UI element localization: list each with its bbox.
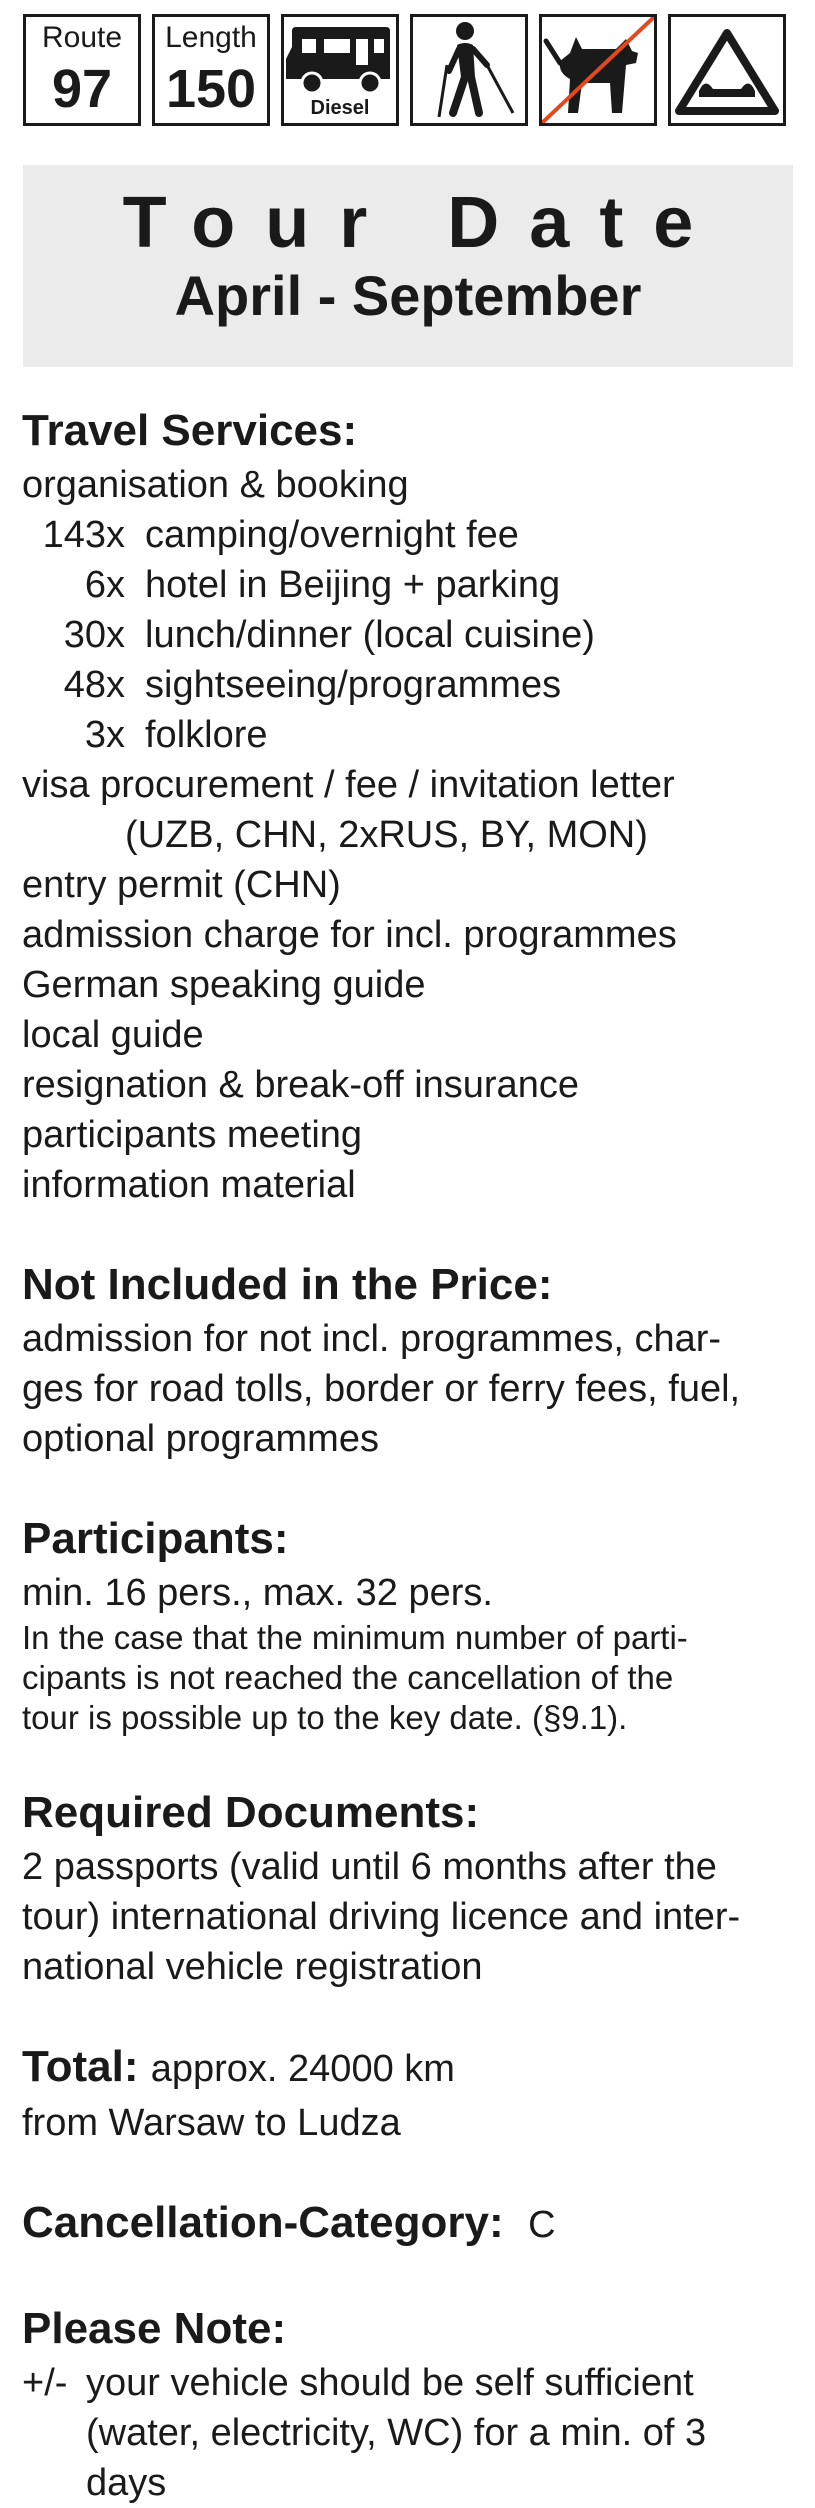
text-line: tour) international driving licence and inter-: [22, 1896, 741, 1938]
text-line: 2 passports (valid until 6 months after the: [22, 1846, 717, 1888]
tour-details: [22, 402, 797, 2508]
no-dogs-graphic: [542, 17, 654, 123]
total-distance: approx. 24000 km: [150, 2048, 455, 2090]
hiker-icon: [410, 14, 528, 126]
item-text: camping/overnight fee: [145, 514, 519, 556]
travel-services-section: [22, 402, 797, 1210]
length-number: 150: [165, 59, 257, 119]
not-included-heading: Not Included in the Price:: [22, 1260, 553, 1309]
list-item: [22, 660, 797, 710]
not-included-section: [22, 1256, 797, 1464]
bumpy-road-warning-icon: [668, 14, 786, 126]
banner-subtitle: April - September: [174, 264, 642, 327]
total-section: [22, 2038, 797, 2148]
participants-range: min. 16 pers., max. 32 pers.: [22, 1572, 493, 1614]
list-item: German speaking guide: [22, 964, 426, 1006]
cancellation-section: [22, 2194, 797, 2254]
documents-heading: Required Documents:: [22, 1788, 480, 1837]
camper-van-icon: [281, 14, 399, 126]
length-label: Length: [165, 21, 257, 54]
list-item: [22, 510, 797, 560]
total-route: from Warsaw to Ludza: [22, 2102, 401, 2144]
no-dogs-icon: [539, 14, 657, 126]
text-line: (water, electricity, WC) for a min. of 3: [86, 2412, 707, 2454]
banner-title: Tour Date: [122, 183, 724, 263]
list-item: [22, 560, 797, 610]
list-item: [22, 710, 797, 760]
list-item: entry permit (CHN): [22, 864, 341, 906]
length-box: [152, 14, 270, 126]
list-item: information material: [22, 1164, 356, 1206]
text-line: national vehicle registration: [22, 1946, 483, 1988]
please-note-heading: Please Note:: [22, 2304, 287, 2353]
item-count: 30x: [63, 614, 125, 656]
text-line: days: [86, 2462, 167, 2504]
text-line: your vehicle should be self sufficient: [86, 2362, 694, 2404]
fuel-type-label: Diesel: [310, 97, 370, 119]
total-label: Total:: [22, 2042, 139, 2091]
please-note-item: [22, 2358, 797, 2508]
camper-van-graphic: [284, 17, 396, 101]
item-text: folklore: [145, 714, 268, 756]
list-item: visa procurement / fee / invitation letter: [22, 764, 675, 806]
participants-heading: Participants:: [22, 1514, 289, 1563]
visa-countries: (UZB, CHN, 2xRUS, BY, MON): [125, 814, 648, 856]
item-text: sightseeing/programmes: [145, 664, 562, 706]
required-documents-section: [22, 1784, 797, 1992]
participants-section: [22, 1510, 797, 1738]
note-marker: +/-: [22, 2362, 68, 2404]
list-item: local guide: [22, 1014, 204, 1056]
item-count: 143x: [42, 514, 125, 556]
bumpy-road-graphic: [671, 17, 783, 123]
tour-date-banner: [23, 165, 793, 367]
cancellation-value: C: [528, 2204, 556, 2246]
text-line: admission for not incl. programmes, char-: [22, 1318, 722, 1360]
travel-services-heading: Travel Services:: [22, 406, 358, 455]
cancellation-label: Cancellation-Category:: [22, 2198, 504, 2247]
list-item: admission charge for incl. programmes: [22, 914, 677, 956]
item-text: hotel in Beijing + parking: [145, 564, 561, 606]
route-number: 97: [51, 59, 113, 119]
text-line: cipants is not reached the cancellation of the: [22, 1659, 674, 1696]
item-text: lunch/dinner (local cuisine): [145, 614, 595, 656]
total-line: [22, 2038, 797, 2098]
text-line: ges for road tolls, border or ferry fees, fuel,: [22, 1368, 741, 1410]
text-line: In the case that the minimum number of parti-: [22, 1619, 688, 1656]
list-item: organisation & booking: [22, 464, 409, 506]
item-count: 6x: [84, 564, 125, 606]
cancellation-line: [22, 2194, 797, 2254]
please-note-section: [22, 2300, 797, 2508]
text-line: tour is possible up to the key date. (§9.1).: [22, 1699, 628, 1736]
hiker-graphic: [413, 17, 525, 123]
route-box: [23, 14, 141, 126]
list-item: [22, 610, 797, 660]
list-item: participants meeting: [22, 1114, 363, 1156]
item-count: 3x: [84, 714, 125, 756]
item-count: 48x: [63, 664, 125, 706]
route-label: Route: [41, 21, 123, 54]
list-item: resignation & break-off insurance: [22, 1064, 579, 1106]
text-line: optional programmes: [22, 1418, 379, 1460]
